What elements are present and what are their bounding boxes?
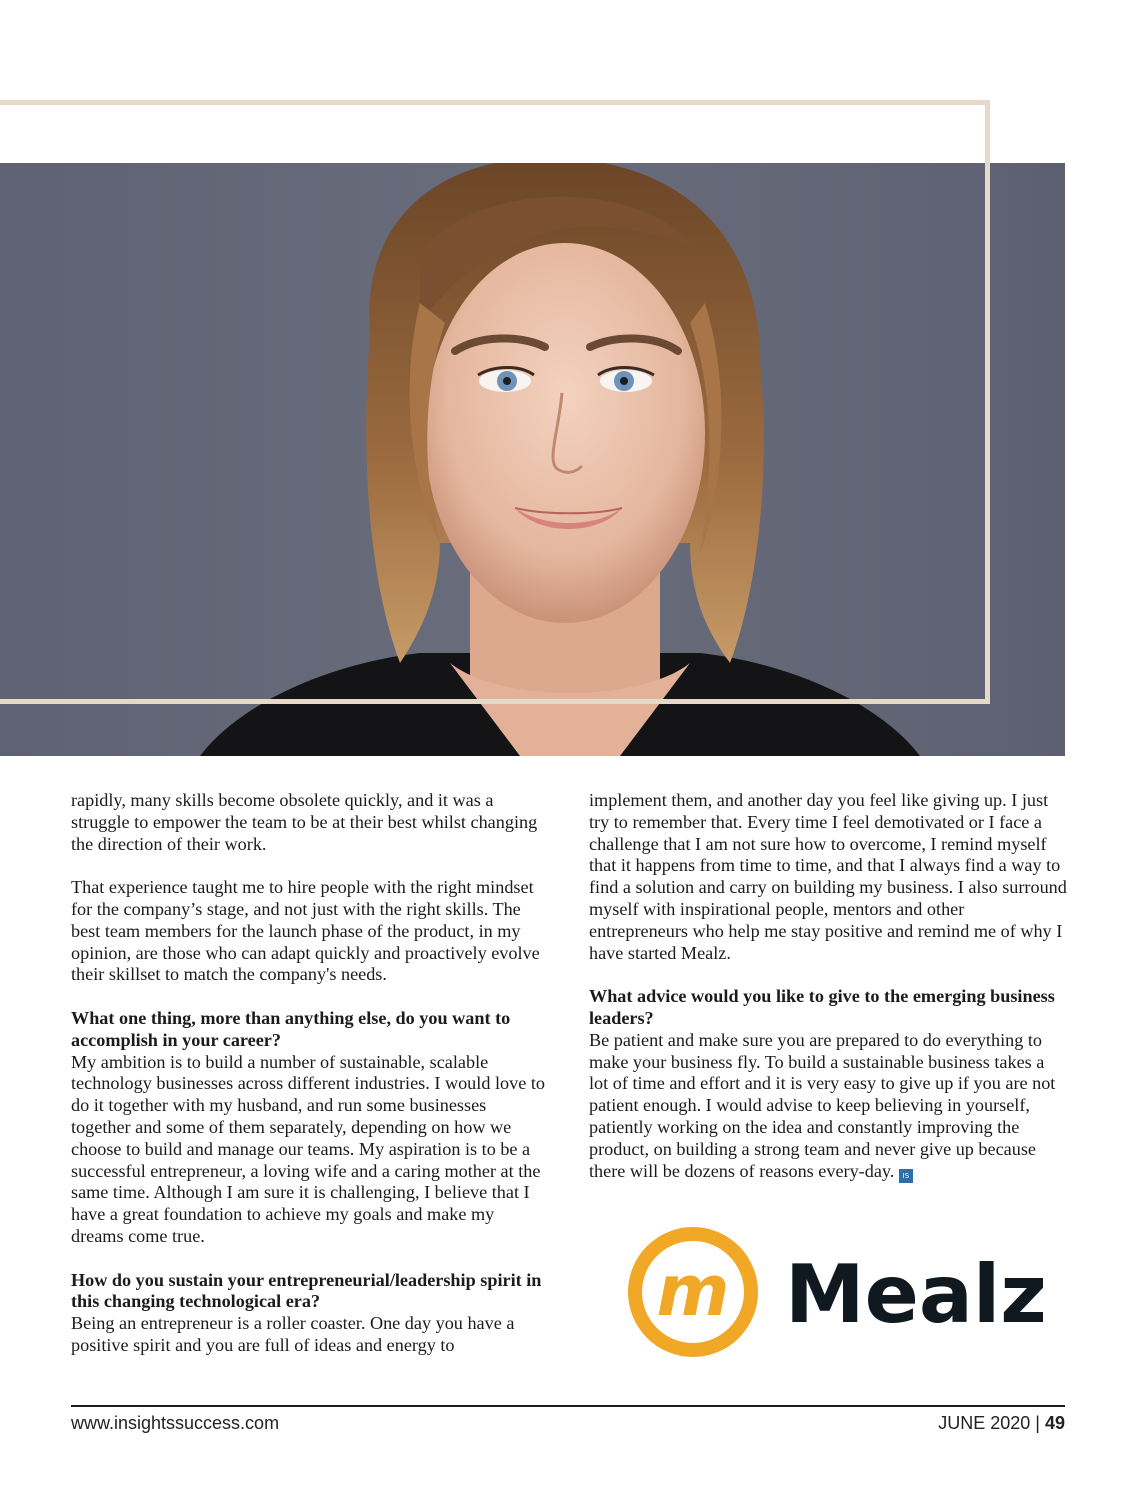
- mealz-logo: [627, 1225, 1047, 1360]
- footer-divider: [71, 1405, 1065, 1407]
- interview-question: What one thing, more than anything else, do you want to accomplish in your career?: [71, 1007, 511, 1050]
- issue-date: JUNE 2020 |: [938, 1413, 1045, 1433]
- footer-issue-page: [938, 1413, 1065, 1434]
- logo-text: Mealz: [785, 1248, 1047, 1341]
- interview-question: How do you sustain your entrepreneurial/leadership spirit in this changing technological era?: [71, 1269, 542, 1312]
- interview-answer: My ambition is to build a number of sustainable, scalable technology businesses across different industries. I would love to do it together with my husband, and run some businesses together and some of them separately, depending on how we choose to build and manage our teams. My aspiration is to be a successful entrepreneur, a loving wife and a caring mother at the same time. Although I am sure it is challenging, I believe that I have a great foundation to achieve my goals and make my dreams come true.: [71, 1051, 545, 1246]
- end-mark-icon: IS: [899, 1169, 913, 1183]
- interview-question: What advice would you like to give to the emerging business leaders?: [589, 986, 1055, 1028]
- article-column-right: [589, 790, 1067, 1204]
- footer-website-link[interactable]: www.insightssuccess.com: [71, 1413, 280, 1433]
- answer-text: Be patient and make sure you are prepared to do everything to make your business fly. To build a sustainable business takes a lot of time and effort and it is very easy to give up if you are not patient enough. I would advise to keep believing in yourself, patiently working on the idea and constantly improving the product, on building a strong team and never give up because there will be dozens of reasons every-day.: [589, 1029, 1056, 1181]
- page-number: 49: [1044, 1413, 1065, 1433]
- paragraph: That experience taught me to hire people with the right mindset for the company’s stage, and not just with the right skills. The best team members for the launch phase of the product, in my opinion, are those who can adapt quickly and proactively evolve their skillset to match the company's needs.: [71, 877, 540, 985]
- decorative-frame: [0, 100, 990, 704]
- interview-answer: [589, 1030, 1067, 1183]
- paragraph: implement them, and another day you feel like giving up. I just try to remember that. Every time I feel demotivated or I face a challenge that I am not sure how to overcome, I remind myself that it happens from time to time, and that I always find a way to find a solution and carry on building my business. I also surround myself with inspirational people, mentors and other entrepreneurs who help me stay positive and remind me of why I have started Mealz.: [589, 790, 1067, 963]
- interview-answer: Being an entrepreneur is a roller coaster. One day you have a positive spirit and you are full of ideas and energy to: [71, 1313, 515, 1355]
- article-column-left: [71, 790, 549, 1379]
- paragraph: rapidly, many skills become obsolete quickly, and it was a struggle to empower the team to be at their best whilst changing the direction of their work.: [71, 790, 538, 854]
- logo-mark: m: [656, 1250, 730, 1332]
